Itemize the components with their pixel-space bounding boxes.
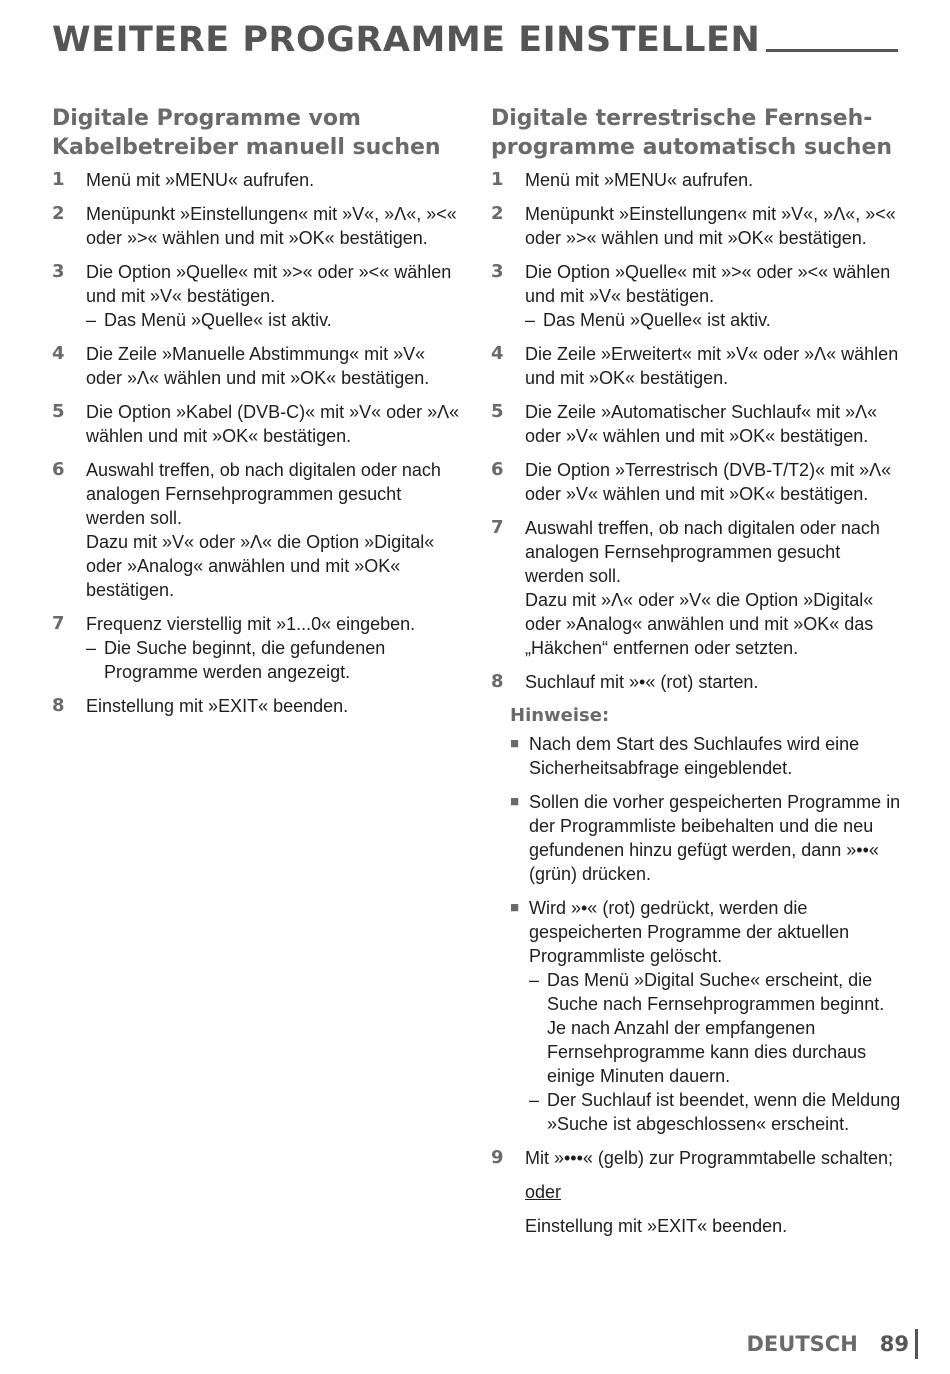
square-bullet-icon: ■ <box>510 899 520 916</box>
right-step-3 <box>491 260 901 332</box>
left-step-2 <box>52 202 462 250</box>
right-step-7 <box>491 516 901 660</box>
step-text: Mit »•••« (gelb) zur Programmtabelle schalten; <box>525 1148 894 1168</box>
or-text: oder <box>525 1182 562 1202</box>
page-title <box>52 20 898 60</box>
step-number: 9 <box>491 1147 504 1168</box>
step-number: 3 <box>491 261 504 282</box>
step-number: 1 <box>491 169 504 190</box>
square-bullet-icon: ■ <box>510 793 520 810</box>
left-column <box>52 104 462 728</box>
page-footer <box>747 1327 919 1361</box>
note-subitem: – Das Menü »Digital Suche« erscheint, die Suche nach Fernsehprogrammen beginnt. Je nach Anzahl der empfangenen Fernsehprogramme kann dies durchaus einige Minuten dauern. <box>529 970 885 1086</box>
note-item-3: ■ Wird »•« (rot) gedrückt, werden die gespeicherten Programme der aktuellen Programmliste gelöscht. – Das Menü »Digital Suche« erscheint, die Suche nach Fernsehprogrammen beginnt. Je nach Anzahl der empfangenen Fernsehprogramme kann dies durchaus einige Minuten dauern. – Der Suchlauf ist beendet, wenn die Meldung »Suche ist abgeschlossen« erscheint. <box>510 898 901 1134</box>
right-section-heading <box>491 104 901 162</box>
step-text: Auswahl treffen, ob nach digitalen oder nach analogen Fernsehprogrammen gesucht werden soll. <box>525 518 880 586</box>
step-subitem: – Das Menü »Quelle« ist aktiv. <box>86 310 332 330</box>
note-subitem: – Der Suchlauf ist beendet, wenn die Meldung »Suche ist abgeschlossen« erscheint. <box>529 1090 901 1134</box>
final-instruction: Einstellung mit »EXIT« beenden. <box>525 1216 788 1236</box>
right-heading-line2: programme automatisch suchen <box>491 135 893 160</box>
right-step-6 <box>491 458 901 506</box>
step-text: Die Zeile »Erweitert« mit »V« oder »Λ« wählen und mit »OK« bestätigen. <box>525 344 899 388</box>
step-text: Die Zeile »Manuelle Abstimmung« mit »V« oder »Λ« wählen und mit »OK« bestätigen. <box>86 344 430 388</box>
step-text: Suchlauf mit »•« (rot) starten. <box>525 672 759 692</box>
left-step-4 <box>52 342 462 390</box>
step-text: Die Option »Kabel (DVB-C)« mit »V« oder »Λ« wählen und mit »OK« bestätigen. <box>86 402 460 446</box>
step-text: Die Option »Quelle« mit »>« oder »<« wählen und mit »V« bestätigen. <box>525 262 891 306</box>
left-section-heading <box>52 104 462 162</box>
step-text-continued: Dazu mit »V« oder »Λ« die Option »Digital« oder »Analog« anwählen und mit »OK« bestätigen. <box>86 532 435 600</box>
step-text: Menü mit »MENU« aufrufen. <box>86 170 315 190</box>
page-number: 89 <box>880 1329 918 1359</box>
step-text: Die Zeile »Automatischer Suchlauf« mit »Λ« oder »V« wählen und mit »OK« bestätigen. <box>525 402 878 446</box>
left-heading-line2: Kabelbetreiber manuell suchen <box>52 135 441 160</box>
step-number: 1 <box>52 169 65 190</box>
right-step-2 <box>491 202 901 250</box>
step-number: 2 <box>52 203 65 224</box>
step-number: 8 <box>52 695 65 716</box>
right-heading-line1: Digitale terrestrische Fernseh- <box>491 106 873 131</box>
left-step-5 <box>52 400 462 448</box>
right-step-4 <box>491 342 901 390</box>
step-number: 5 <box>491 401 504 422</box>
note-item-1: ■ Nach dem Start des Suchlaufes wird eine Sicherheitsabfrage eingeblendet. <box>510 734 860 778</box>
left-heading-line1: Digitale Programme vom <box>52 106 361 131</box>
footer-language: DEUTSCH <box>746 1332 858 1356</box>
notes-heading: Hinweise: <box>510 705 610 726</box>
step-text: Menüpunkt »Einstellungen« mit »V«, »Λ«, »<« oder »>« wählen und mit »OK« bestätigen. <box>86 204 457 248</box>
step-number: 5 <box>52 401 65 422</box>
left-step-8 <box>52 694 462 718</box>
title-rule <box>766 49 898 52</box>
step-subitem: – Das Menü »Quelle« ist aktiv. <box>525 310 771 330</box>
step-text: Menüpunkt »Einstellungen« mit »V«, »Λ«, »<« oder »>« wählen und mit »OK« bestätigen. <box>525 204 896 248</box>
step-number: 6 <box>52 459 65 480</box>
step-subitem: – Die Suche beginnt, die gefundenen Programme werden angezeigt. <box>86 638 386 682</box>
step-text: Frequenz vierstellig mit »1...0« eingeben. <box>86 614 416 634</box>
step-number: 6 <box>491 459 504 480</box>
left-step-1 <box>52 168 462 192</box>
right-step-5 <box>491 400 901 448</box>
step-text: Einstellung mit »EXIT« beenden. <box>86 696 349 716</box>
step-number: 3 <box>52 261 65 282</box>
square-bullet-icon: ■ <box>510 735 520 752</box>
right-step-8 <box>491 670 901 694</box>
page-title-text: WEITERE PROGRAMME EINSTELLEN <box>52 20 761 60</box>
step-text: Die Option »Quelle« mit »>« oder »<« wählen und mit »V« bestätigen. <box>86 262 452 306</box>
step-number: 4 <box>491 343 504 364</box>
step-text-continued: Dazu mit »Λ« oder »V« die Option »Digital« oder »Analog« anwählen und mit »OK« das „Häkchen“ entfernen oder setzten. <box>525 590 874 658</box>
step-text: Auswahl treffen, ob nach digitalen oder nach analogen Fernsehprogrammen gesucht werden soll. <box>86 460 441 528</box>
right-column <box>491 104 901 1248</box>
step-number: 7 <box>52 613 65 634</box>
step-number: 2 <box>491 203 504 224</box>
right-step-1 <box>491 168 901 192</box>
right-step-9 <box>491 1146 901 1170</box>
step-number: 4 <box>52 343 65 364</box>
left-step-6 <box>52 458 462 602</box>
left-step-3 <box>52 260 462 332</box>
left-step-7 <box>52 612 462 684</box>
step-number: 7 <box>491 517 504 538</box>
note-item-2: ■ Sollen die vorher gespeicherten Programme in der Programmliste beibehalten und die neu gefundenen hinzu gefügt werden, dann »••« (grün) drücken. <box>510 792 901 884</box>
step-text: Menü mit »MENU« aufrufen. <box>525 170 754 190</box>
step-text: Die Option »Terrestrisch (DVB-T/T2)« mit »Λ« oder »V« wählen und mit »OK« bestätigen. <box>525 460 892 504</box>
step-number: 8 <box>491 671 504 692</box>
